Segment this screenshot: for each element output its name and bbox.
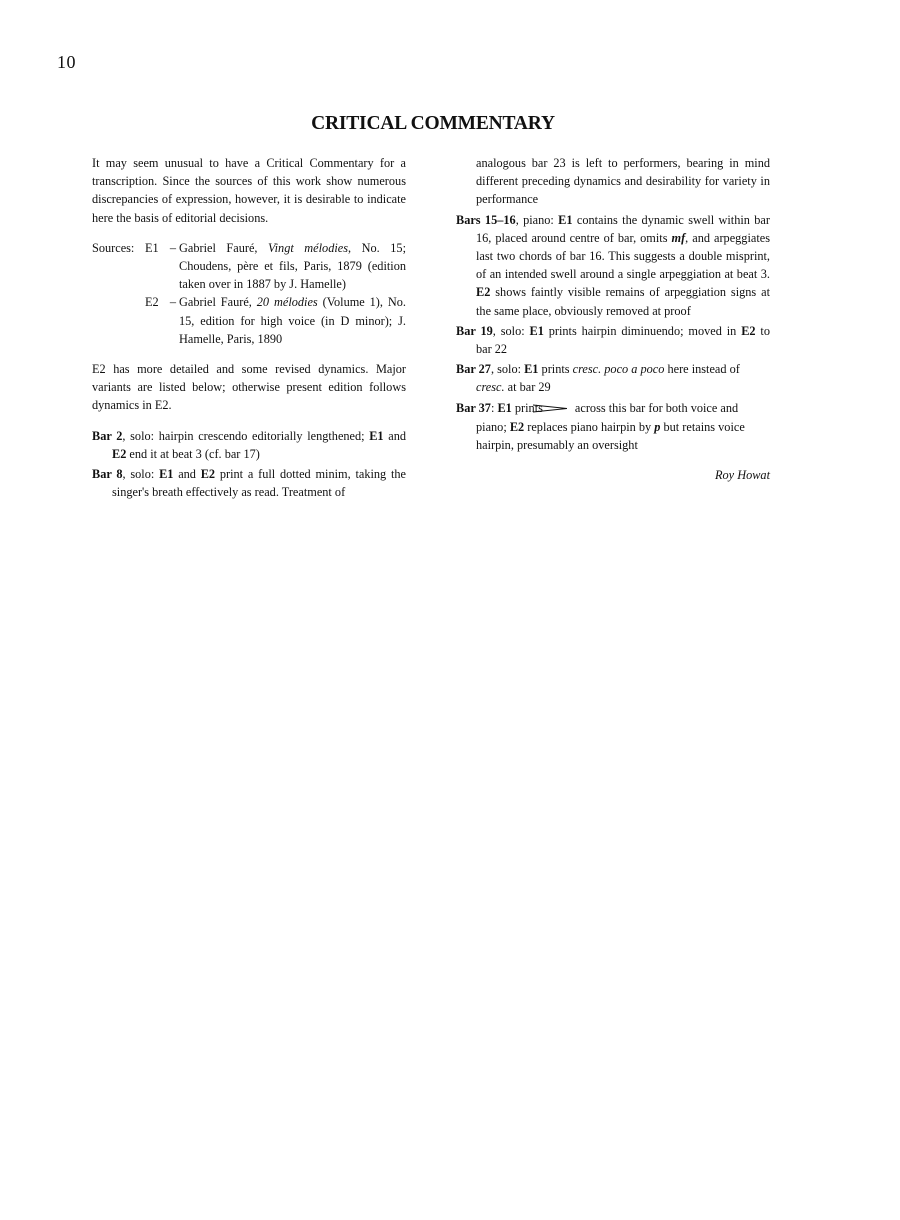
sources-label: Sources:: [92, 240, 135, 255]
entry-bar-37: Bar 37: E1 prints across this bar for both voice and piano; E2 replaces piano hairpin by p but retains voice hairpin, presumably an oversight: [456, 400, 745, 453]
variants-note: E2 has more detailed and some revised dynamics. Major variants are listed below; otherwise present edition follows dynamics in E2.: [92, 362, 406, 413]
entry-bars-15-16: Bars 15–16, piano: E1 contains the dynamic swell within bar 16, placed around centre of bar, omits mf, and arpeggiates last two chords of bar 16. This suggests a double misprint, of an intended swell around a single arpeggiation at beat 3. E2 shows faintly visible remains of arpeggiation signs at the same place, obviously removed at proof: [456, 212, 770, 318]
author-signature: Roy Howat: [715, 468, 770, 483]
source-text: Gabriel Fauré, 20 mélodies (Volume 1), No. 15, edition for high voice (in D minor); J. Hamelle, Paris, 1890: [179, 295, 406, 346]
entry-bar-8-continued: analogous bar 23 is left to performers, bearing in mind different preceding dynamics and desirability for variety in performance: [476, 156, 770, 207]
right-column: [456, 154, 770, 485]
source-e1: [92, 239, 406, 294]
entry-bar-2: Bar 2, solo: hairpin crescendo editorially lengthened; E1 and E2 end it at beat 3 (cf. bar 17): [92, 428, 407, 461]
source-dash: –: [169, 240, 177, 255]
intro-paragraph: It may seem unusual to have a Critical Commentary for a transcription. Since the sources of this work show numerous discrepancies of expression, however, it is desirable to indicate here the basis of editorial decisions.: [92, 156, 406, 225]
sources-list: [92, 239, 406, 348]
left-column: [92, 154, 406, 503]
entry-bar-19: Bar 19, solo: E1 prints hairpin diminuendo; moved in E2 to bar 22: [456, 323, 770, 357]
source-dash: –: [169, 295, 177, 310]
source-text: Gabriel Fauré, Vingt mélodies, No. 15; Choudens, père et fils, Paris, 1879 (edition taken over in 1887 by J. Hamelle): [179, 240, 406, 292]
entry-bar-8: Bar 8, solo: E1 and E2 print a full dotted minim, taking the singer's breath effectively as read. Treatment of: [92, 467, 406, 500]
page-title: CRITICAL COMMENTARY: [311, 113, 555, 134]
page-number: 10: [57, 52, 76, 72]
source-code: E1: [145, 240, 159, 255]
entry-bar-27: Bar 27, solo: E1 prints cresc. poco a poco here instead of cresc. at bar 29: [456, 362, 740, 395]
source-code: E2: [145, 295, 159, 310]
source-e2: [92, 293, 406, 348]
hairpin-diminuendo-icon: [553, 400, 567, 418]
